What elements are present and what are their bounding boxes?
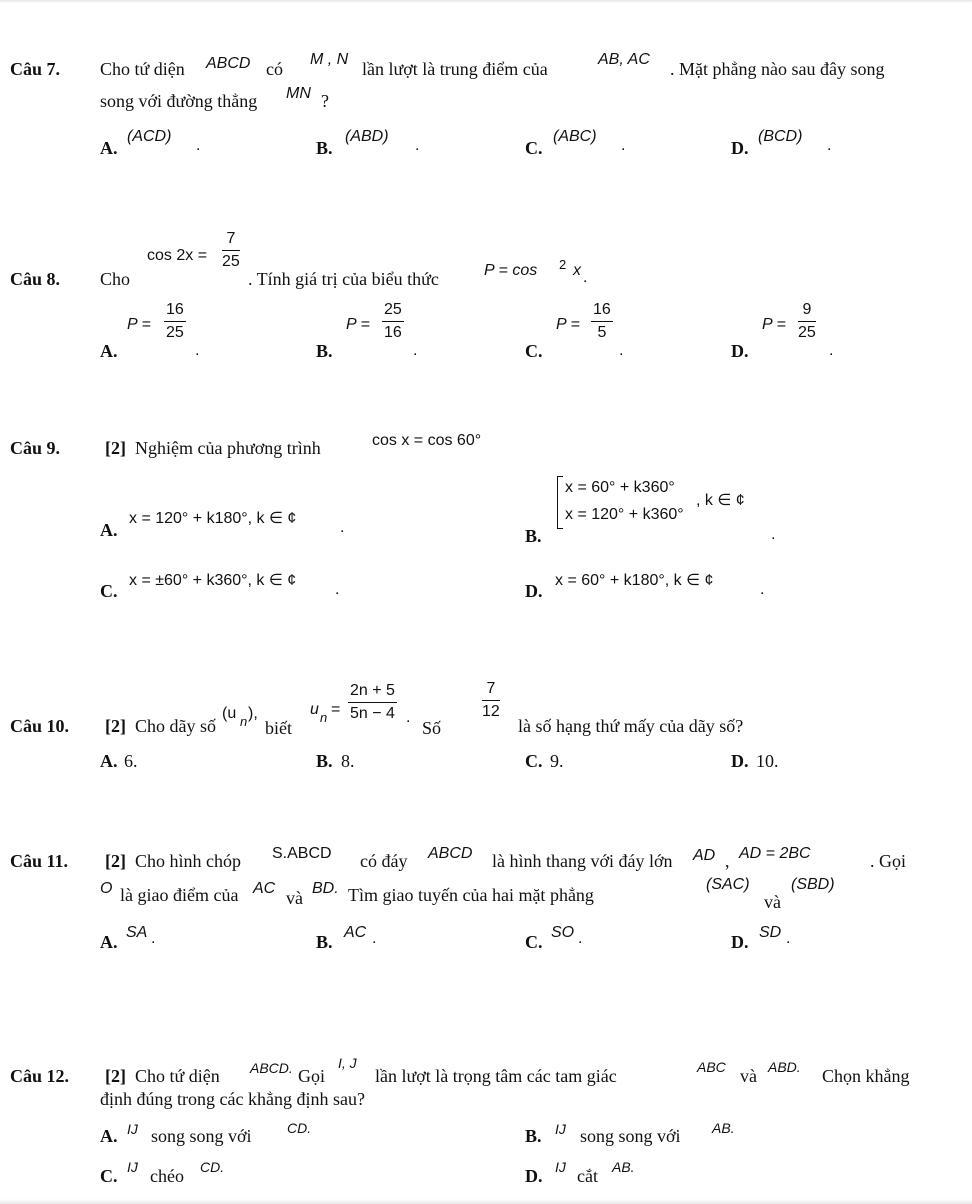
option-tail: . <box>335 581 340 598</box>
option-tail: . <box>619 342 624 359</box>
math-expression: P = cos <box>484 262 538 279</box>
fraction-denominator: 25 <box>798 324 816 341</box>
question-text: là hình thang với đáy lớn <box>492 851 673 871</box>
option-label: D. <box>731 932 749 952</box>
option-math: AB. <box>612 1159 635 1175</box>
option-math: (ACD) <box>127 128 172 145</box>
option-lhs: P = <box>346 316 370 333</box>
math-sequence-open: (u <box>222 705 237 722</box>
fraction-denominator: 25 <box>166 324 184 341</box>
option-math: IJ <box>127 1121 138 1137</box>
question-text: Chọn khẳng <box>822 1066 910 1086</box>
difficulty-level: [2] <box>105 716 126 736</box>
option-lhs: P = <box>127 316 151 333</box>
difficulty-level: [2] <box>105 438 126 458</box>
option-value: 6. <box>124 751 138 771</box>
question-text: biết <box>265 718 292 738</box>
math-equation: cos x = cos 60° <box>372 432 482 449</box>
math-segments: AB, AC <box>598 51 650 68</box>
option-label: D. <box>731 138 749 158</box>
question-text: Nghiệm của phương trình <box>135 438 321 458</box>
option-math: SA <box>126 924 148 941</box>
option-text: chéo <box>150 1166 184 1186</box>
option-tail: . <box>827 137 832 154</box>
option-text: song song với <box>580 1126 681 1146</box>
option-system-line-1: x = 60° + k360° <box>565 479 675 496</box>
option-label: D. <box>525 1166 543 1186</box>
option-tail: . <box>413 342 418 359</box>
math-u: u <box>310 701 319 718</box>
math-relation: AD = 2BC <box>739 845 811 862</box>
fraction-numerator: 25 <box>382 302 404 322</box>
option-math: AB. <box>712 1120 735 1136</box>
option-label: C. <box>525 932 543 952</box>
fraction-numerator: 7 <box>222 231 240 251</box>
fraction-denominator: 25 <box>222 253 240 270</box>
fraction-numerator: 9 <box>798 302 816 322</box>
math-tetrahedron: ABCD <box>206 55 251 72</box>
math-fraction <box>222 231 240 270</box>
option-tail: . <box>578 930 583 947</box>
question-number: Câu 7. <box>10 59 61 79</box>
math-u-sub: n <box>320 710 328 725</box>
option-value: 8. <box>341 751 355 771</box>
option-side: , k ∈ ¢ <box>696 492 745 509</box>
option-fraction <box>591 302 613 341</box>
option-text: cắt <box>577 1166 598 1186</box>
question-text: và <box>764 892 781 912</box>
option-tail: . <box>829 342 834 359</box>
option-system-line-2: x = 120° + k360° <box>565 506 684 523</box>
option-label: C. <box>525 751 543 771</box>
option-label: A. <box>100 751 118 771</box>
option-label: C. <box>525 341 543 361</box>
option-tail: . <box>760 581 765 598</box>
option-math: x = 120° + k180°, k ∈ ¢ <box>129 510 297 527</box>
fraction-numerator: 16 <box>164 302 186 322</box>
option-label: C. <box>100 581 118 601</box>
question-text: Gọi <box>298 1066 325 1086</box>
option-value: 10. <box>756 751 779 771</box>
difficulty-level: [2] <box>105 851 126 871</box>
option-math: CD. <box>200 1159 225 1175</box>
math-points: M , N <box>310 51 349 68</box>
option-label: A. <box>100 341 118 361</box>
math-triangle-abc: ABC <box>697 1059 726 1075</box>
option-fraction <box>798 302 816 341</box>
option-math: IJ <box>555 1121 566 1137</box>
math-centroids: I, J <box>338 1055 357 1071</box>
question-text: Cho tứ diện <box>100 59 185 79</box>
option-label: D. <box>525 581 543 601</box>
option-label: A. <box>100 520 118 540</box>
option-tail: . <box>340 519 345 536</box>
math-bd: BD. <box>312 880 339 897</box>
option-tail: . <box>195 342 200 359</box>
option-math: CD. <box>287 1120 312 1136</box>
math-dot: . <box>406 709 411 726</box>
math-exponent: 2 <box>559 257 567 272</box>
math-variable: x <box>573 262 581 279</box>
math-sequence-sub: n <box>240 714 248 729</box>
option-label: D. <box>731 341 749 361</box>
option-tail: . <box>372 930 377 947</box>
question-text: lần lượt là trọng tâm các tam giác <box>375 1066 617 1086</box>
question-text: có <box>266 59 283 79</box>
option-fraction <box>164 302 186 341</box>
option-math: IJ <box>555 1159 566 1175</box>
option-math: AC <box>344 924 367 941</box>
option-fraction <box>382 302 404 341</box>
option-math: SO <box>551 924 575 941</box>
option-lhs: P = <box>556 316 580 333</box>
math-triangle-abd: ABD. <box>768 1059 801 1075</box>
option-label: A. <box>100 138 118 158</box>
question-text: và <box>286 888 303 908</box>
math-equals: = <box>331 701 341 718</box>
question-text: Cho dãy số <box>135 716 216 736</box>
math-tetrahedron: ABCD. <box>250 1060 293 1076</box>
option-label: B. <box>525 1126 542 1146</box>
fraction-numerator: 16 <box>591 302 613 322</box>
fraction-numerator: 7 <box>482 681 500 701</box>
fraction-numerator: 2n + 5 <box>348 683 397 703</box>
option-label: B. <box>316 932 333 952</box>
option-tail: . <box>415 137 420 154</box>
option-tail: . <box>621 137 626 154</box>
math-pyramid: S.ABCD <box>272 845 332 862</box>
question-text: Cho tứ diện <box>135 1066 220 1086</box>
question-text: Cho <box>100 269 131 289</box>
question-text: . <box>583 269 588 286</box>
option-label: B. <box>525 526 542 546</box>
question-text: . Tính giá trị của biểu thức <box>248 269 439 289</box>
question-text: lần lượt là trung điểm của <box>362 59 548 79</box>
question-text: có đáy <box>360 851 408 871</box>
option-label: B. <box>316 341 333 361</box>
math-plane-sac: (SAC) <box>706 876 750 893</box>
option-tail: . <box>786 930 791 947</box>
option-label: A. <box>100 1126 118 1146</box>
option-math: IJ <box>127 1159 138 1175</box>
math-line: MN <box>286 85 311 102</box>
option-value: 9. <box>550 751 564 771</box>
option-tail: . <box>196 137 201 154</box>
question-text: ? <box>321 91 329 111</box>
option-math: (ABC) <box>553 128 597 145</box>
question-text: , <box>725 851 730 871</box>
question-number: Câu 12. <box>10 1066 70 1086</box>
option-label: A. <box>100 932 118 952</box>
option-math: x = ±60° + k360°, k ∈ ¢ <box>129 572 297 589</box>
fraction-denominator: 12 <box>482 703 500 720</box>
math-o: O <box>100 880 113 897</box>
difficulty-level: [2] <box>105 1066 126 1086</box>
option-math: (ABD) <box>345 128 389 145</box>
option-math: (BCD) <box>758 128 803 145</box>
math-ac: AC <box>253 880 276 897</box>
question-text: là số hạng thứ mấy của dãy số? <box>518 716 744 736</box>
question-text: Số <box>422 718 442 738</box>
math-sequence-close: ), <box>248 705 258 722</box>
question-number: Câu 9. <box>10 438 61 458</box>
option-label: B. <box>316 751 333 771</box>
option-label: B. <box>316 138 333 158</box>
option-tail: . <box>151 930 156 947</box>
question-text: định đúng trong các khẳng định sau? <box>100 1089 365 1109</box>
math-cos2x: cos 2x = <box>147 247 208 264</box>
option-tail: . <box>771 526 776 543</box>
bottom-border-line <box>0 1199 972 1204</box>
math-plane-sbd: (SBD) <box>791 876 835 893</box>
option-text: song song với <box>151 1126 252 1146</box>
fraction-denominator: 16 <box>384 324 402 341</box>
system-bracket <box>557 476 563 529</box>
option-math: x = 60° + k180°, k ∈ ¢ <box>555 572 714 589</box>
top-border-line <box>0 0 972 3</box>
question-text: Cho hình chóp <box>135 851 241 871</box>
fraction-denominator: 5n − 4 <box>350 705 395 722</box>
question-text: là giao điểm của <box>120 885 239 905</box>
math-fraction <box>348 683 397 722</box>
math-ad: AD <box>693 847 716 864</box>
option-label: C. <box>525 138 543 158</box>
question-number: Câu 10. <box>10 716 70 736</box>
question-text: và <box>740 1066 757 1086</box>
question-text: Tìm giao tuyến của hai mặt phẳng <box>348 885 594 905</box>
question-number: Câu 11. <box>10 851 69 871</box>
option-label: D. <box>731 751 749 771</box>
option-label: C. <box>100 1166 118 1186</box>
option-math: SD <box>759 924 782 941</box>
math-base: ABCD <box>428 845 473 862</box>
question-number: Câu 8. <box>10 269 61 289</box>
question-text: . Mặt phẳng nào sau đây song <box>670 59 885 79</box>
question-text: song với đường thẳng <box>100 91 258 111</box>
option-lhs: P = <box>762 316 786 333</box>
question-text: . Gọi <box>870 851 906 871</box>
math-value-fraction <box>482 681 500 720</box>
fraction-denominator: 5 <box>597 324 607 341</box>
